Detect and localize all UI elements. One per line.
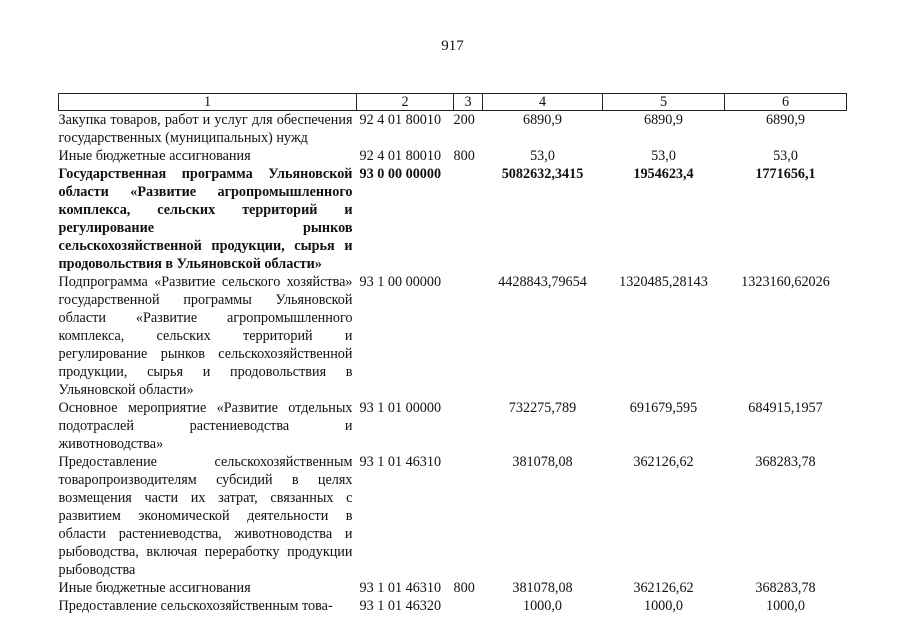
row-expense-type <box>454 453 483 579</box>
row-expense-type <box>454 273 483 399</box>
row-expense-type: 800 <box>453 580 475 596</box>
row-name: Государственная программа Ульяновской области «Развитие агропромышленного комплекса, сельских территорий и регулирование рынков сельскохозяйственной продукции, сырья и продовольствия в Ульяновской области» <box>58 166 353 272</box>
row-value-col4: 732275,789 <box>508 400 577 416</box>
row-value-col6: 1323160,62026 <box>741 274 830 290</box>
row-value-col6: 53,0 <box>773 148 798 164</box>
column-header-4: 4 <box>483 94 603 111</box>
table-row <box>59 453 847 579</box>
row-value-col5: 362126,62 <box>633 580 694 596</box>
table-row <box>59 147 847 165</box>
row-value-col5: 1954623,4 <box>633 166 694 182</box>
row-value-col6: 6890,9 <box>765 112 805 128</box>
page-number: 917 <box>441 38 464 54</box>
row-code: 93 0 00 00000 <box>359 166 442 182</box>
row-expense-type <box>454 399 483 453</box>
row-value-col5: 1320485,28143 <box>619 274 708 290</box>
row-name: Предоставление сельскохозяйственным товаропроизводителям субсидий в целях возмещения части их затрат, связанных с развитием экономической деятельности в области растениеводства, животноводства и рыбоводства, включая переработку продукции рыбоводства <box>58 454 353 578</box>
row-value-col4: 1000,0 <box>522 598 562 614</box>
table-row <box>59 273 847 399</box>
table-row-program <box>59 165 847 273</box>
column-number-header <box>59 94 847 111</box>
column-header-2: 2 <box>357 94 454 111</box>
row-value-col5: 362126,62 <box>633 454 694 470</box>
row-value-col6: 1771656,1 <box>755 166 816 182</box>
row-value-col6: 1000,0 <box>765 598 805 614</box>
table-row <box>59 579 847 597</box>
row-name: Закупка товаров, работ и услуг для обеспечения государственных (муниципальных) нужд <box>58 112 353 146</box>
row-name: Иные бюджетные ассигнования <box>58 580 251 596</box>
column-header-6: 6 <box>725 94 847 111</box>
column-header-3: 3 <box>454 94 483 111</box>
row-code: 93 1 01 46310 <box>359 580 442 596</box>
row-value-col5: 6890,9 <box>643 112 683 128</box>
row-name: Иные бюджетные ассигнования <box>58 148 251 164</box>
row-expense-type: 200 <box>453 112 475 128</box>
column-header-5: 5 <box>603 94 725 111</box>
row-value-col6: 684915,1957 <box>748 400 823 416</box>
row-value-col4: 5082632,3415 <box>501 166 584 182</box>
row-name: Предоставление сельскохозяйственным това- <box>58 598 333 614</box>
row-name: Подпрограмма «Развитие сельского хозяйства» государственной программы Ульяновской области «Развитие агропромышленного комплекса, сельских территорий и регулирование рынков сельскохозяйственной продукции, сырья и продовольствия в Ульяновской области» <box>58 274 353 398</box>
row-code: 92 4 01 80010 <box>359 112 442 128</box>
column-header-1: 1 <box>59 94 357 111</box>
budget-table <box>58 93 847 615</box>
row-value-col4: 381078,08 <box>512 580 573 596</box>
table-row <box>59 597 847 615</box>
row-code: 93 1 01 46310 <box>359 454 442 470</box>
row-expense-type <box>454 597 483 615</box>
row-value-col4: 4428843,79654 <box>498 274 587 290</box>
table-row <box>59 111 847 148</box>
row-expense-type <box>454 165 483 273</box>
row-code: 93 1 01 00000 <box>359 400 442 416</box>
row-code: 93 1 01 46320 <box>359 598 442 614</box>
row-value-col5: 53,0 <box>651 148 676 164</box>
row-name: Основное мероприятие «Развитие отдельных подотраслей растениеводства и животноводства» <box>58 400 353 452</box>
row-code: 93 1 00 00000 <box>359 274 442 290</box>
row-expense-type: 800 <box>453 148 475 164</box>
row-value-col5: 1000,0 <box>643 598 683 614</box>
row-code: 92 4 01 80010 <box>359 148 442 164</box>
row-value-col6: 368283,78 <box>755 580 816 596</box>
row-value-col4: 6890,9 <box>522 112 562 128</box>
row-value-col6: 368283,78 <box>755 454 816 470</box>
row-value-col4: 53,0 <box>530 148 555 164</box>
row-value-col4: 381078,08 <box>512 454 573 470</box>
row-value-col5: 691679,595 <box>629 400 698 416</box>
table-row <box>59 399 847 453</box>
